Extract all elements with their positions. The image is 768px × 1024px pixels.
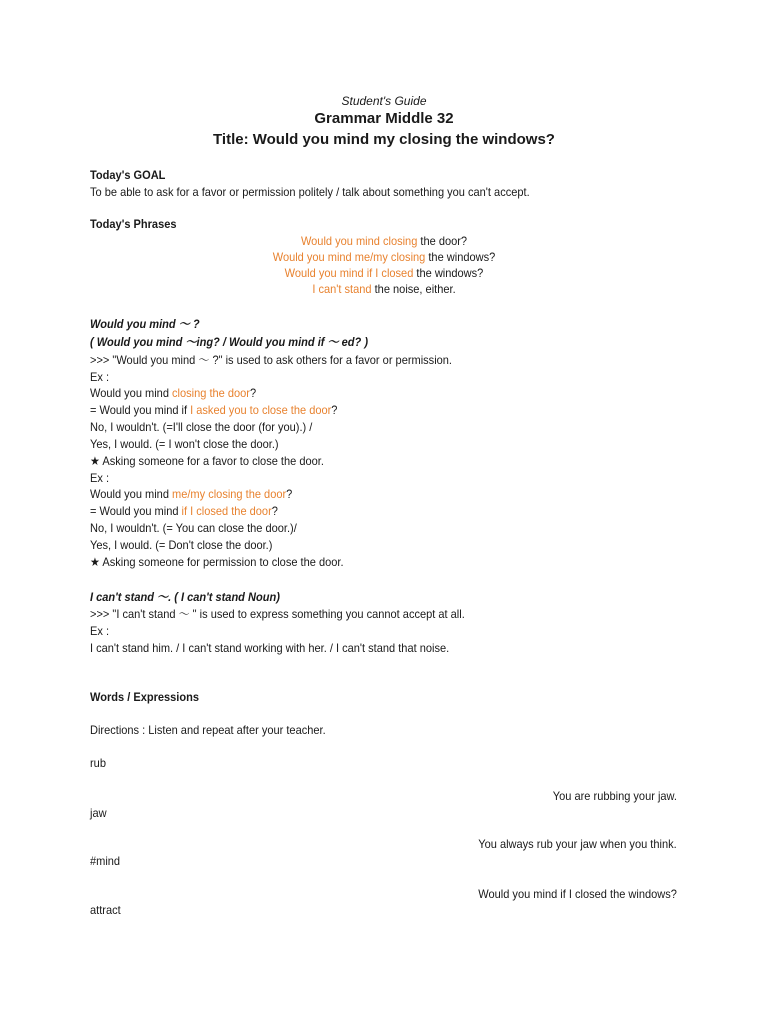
example-line: Yes, I would. (= I won't close the door.) [90, 437, 279, 451]
phrase-highlight: Would you mind closing [300, 234, 418, 248]
goal-heading: Today's GOAL [90, 168, 166, 182]
vocab-word: jaw [90, 806, 107, 820]
vocab-sentence: You are rubbing your jaw. [552, 789, 677, 803]
example-highlight: if I closed the door [181, 504, 272, 518]
phrase-line [31, 249, 738, 265]
lesson-title: Title: Would you mind my closing the windows? [213, 131, 555, 148]
example-text: Would you mind [90, 386, 173, 400]
doc-subtitle: Student's Guide [341, 94, 427, 108]
example-line: No, I wouldn't. (= You can close the door.)/ [90, 521, 297, 535]
example-line [90, 385, 256, 401]
example-text: ? [271, 504, 278, 518]
mind-explanation: >>> "Would you mind ～ ?" is used to ask others for a favor or permission. [90, 353, 453, 367]
vocab-word: #mind [90, 854, 121, 868]
example-highlight: closing the door [172, 386, 250, 400]
phrase-rest: the windows? [413, 266, 484, 280]
mind-heading: Would you mind ～ ? [90, 317, 200, 331]
example-highlight: I asked you to close the door [190, 403, 332, 417]
stand-example: I can't stand him. / I can't stand working with her. / I can't stand that noise. [90, 641, 450, 655]
phrase-line [31, 281, 738, 297]
words-heading: Words / Expressions [90, 690, 200, 704]
example-highlight: me/my closing the door [172, 487, 287, 501]
vocab-word: attract [90, 903, 121, 917]
phrase-highlight: Would you mind if I closed [284, 266, 414, 280]
goal-text: To be able to ask for a favor or permission politely / talk about something you can't accept. [90, 185, 530, 199]
phrase-rest: the windows? [425, 250, 496, 264]
phrase-line [31, 265, 738, 281]
phrase-highlight: I can't stand [312, 282, 372, 296]
example-text: = Would you mind [90, 504, 182, 518]
phrases-heading: Today's Phrases [90, 217, 177, 231]
example-label: Ex : [90, 370, 110, 384]
phrase-highlight: Would you mind me/my closing [272, 250, 426, 264]
mind-subheading: ( Would you mind ～ing? / Would you mind if ～ ed? ) [90, 335, 369, 349]
example-line: No, I wouldn't. (=I'll close the door (for you).) / [90, 420, 313, 434]
example-text: ? [331, 403, 338, 417]
stand-heading: I can't stand ～. ( I can't stand Noun) [90, 590, 280, 604]
example-note: ★ Asking someone for permission to close the door. [90, 555, 344, 569]
vocab-sentence: Would you mind if I closed the windows? [478, 887, 677, 901]
example-note: ★ Asking someone for a favor to close the door. [90, 454, 324, 468]
example-label: Ex : [90, 471, 110, 485]
example-text: = Would you mind if [90, 403, 191, 417]
example-line [90, 486, 292, 502]
example-line [90, 503, 278, 519]
vocab-sentence: You always rub your jaw when you think. [478, 837, 677, 851]
phrase-rest: the noise, either. [371, 282, 456, 296]
example-line: Yes, I would. (= Don't close the door.) [90, 538, 273, 552]
example-label: Ex : [90, 624, 110, 638]
vocab-word: rub [90, 756, 106, 770]
words-directions: Directions : Listen and repeat after your teacher. [90, 723, 326, 737]
stand-explanation: >>> "I can't stand ～ " is used to express something you cannot accept at all. [90, 607, 465, 621]
phrase-rest: the door? [417, 234, 468, 248]
example-text: Would you mind [90, 487, 173, 501]
example-text: ? [286, 487, 293, 501]
doc-title: Grammar Middle 32 [314, 110, 454, 127]
example-line [90, 402, 337, 418]
phrase-line [31, 233, 738, 249]
example-text: ? [249, 386, 257, 400]
